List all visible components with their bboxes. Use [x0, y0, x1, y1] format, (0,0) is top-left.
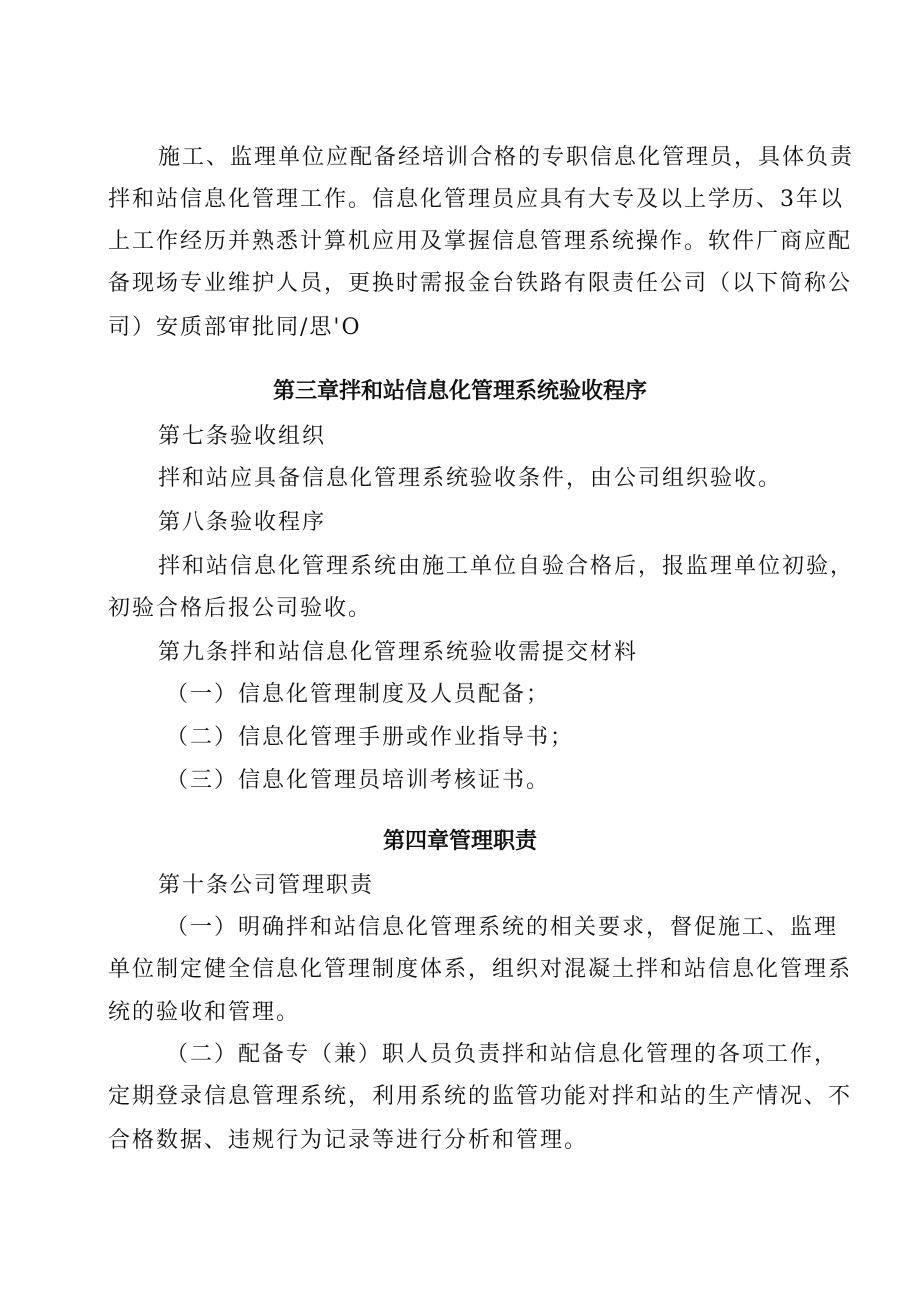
article10-title: 第十条公司管理职责: [158, 873, 375, 898]
article9-item-3: （三）信息化管理员培训考核证书。: [166, 768, 551, 793]
article10-item2-line-3: 合格数据、违规行为记录等进行分析和管理。: [108, 1128, 589, 1153]
article7-body: 拌和站应具备信息化管理系统验收条件，由公司组织验收。: [158, 466, 783, 491]
article9-title: 第九条拌和站信息化管理系统验收需提交材料: [158, 640, 639, 665]
chapter3-title: 第三章拌和站信息化管理系统验收程序: [272, 379, 647, 404]
article8-body-line-2: 初验合格后报公司验收。: [108, 596, 373, 621]
article10-item1-line-2: 单位制定健全信息化管理制度体系，组织对混凝土拌和站信息化管理系: [108, 957, 853, 982]
article10-item1-line-1: （一）明确拌和站信息化管理系统的相关要求，督促施工、监理: [166, 915, 839, 940]
intro-line-4: 备现场专业维护人员，更换时需报金台铁路有限责任公司（以下简称公: [108, 271, 853, 296]
article10-item2-line-2: 定期登录信息管理系统，利用系统的监管功能对拌和站的生产情况、不: [108, 1084, 853, 1109]
article8-body-line-1: 拌和站信息化管理系统由施工单位自验合格后，报监理单位初验，: [158, 554, 855, 579]
article10-item1-line-3: 统的验收和管理。: [108, 1000, 301, 1025]
intro-line-5: 司）安质部审批同/思'O: [108, 315, 362, 340]
intro-line-1: 施工、监理单位应配备经培训合格的专职信息化管理员，具体负责: [158, 145, 855, 170]
chapter4-title: 第四章管理职责: [382, 829, 537, 854]
intro-line-3: 上工作经历并熟悉计算机应用及掌握信息管理系统操作。软件厂商应配: [108, 229, 853, 254]
article9-item-1: （一）信息化管理制度及人员配备；: [166, 682, 551, 707]
intro-line-2: 拌和站信息化管理工作。信息化管理员应具有大专及以上学历、3年以: [108, 187, 844, 212]
article9-item-2: （二）信息化管理手册或作业指导书；: [166, 725, 575, 750]
article7-title: 第七条验收组织: [158, 424, 327, 449]
article8-title: 第八条验收程序: [158, 510, 327, 535]
article10-item2-line-1: （二）配备专（兼）职人员负责拌和站信息化管理的各项工作，: [166, 1042, 839, 1067]
